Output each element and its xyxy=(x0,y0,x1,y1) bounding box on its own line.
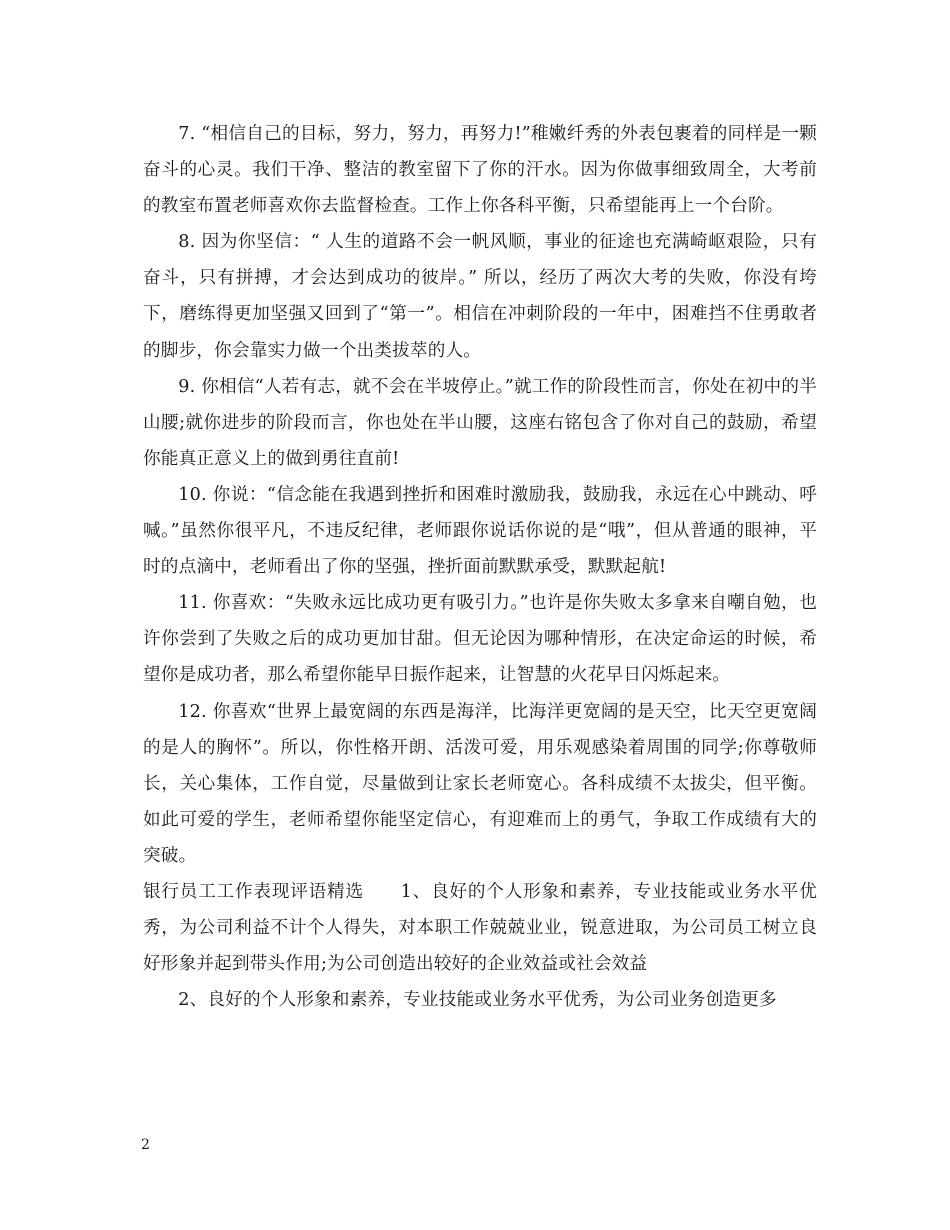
body-text xyxy=(143,116,817,1018)
paragraph-bank-review-2: 2、良好的个人形象和素养，专业技能或业务水平优秀，为公司业务创造更多 xyxy=(178,990,777,1011)
paragraph-9: 9. 你相信“人若有志，就不会在半坡停止。”就工作的阶段性而言，你处在初中的半山腰;就你进步的阶段而言，你也处在半山腰，这座右铭包含了你对自己的鼓励，希望你能真正意义上的做到勇往直前! xyxy=(143,376,817,469)
page-number: 2 xyxy=(141,1137,150,1153)
paragraph-11: 11. 你喜欢：“失败永远比成功更有吸引力。”也许是你失败太多拿来自嘲自勉，也许你尝到了失败之后的成功更加甘甜。但无论因为哪种情形，在决定命运的时候，希望你是成功者，那么希望你能早日振作起来，让智慧的火花早日闪烁起来。 xyxy=(143,593,817,686)
paragraph-10: 10. 你说：“信念能在我遇到挫折和困难时激励我，鼓励我，永远在心中跳动、呼喊。”虽然你很平凡，不违反纪律，老师跟你说话你说的是“哦”，但从普通的眼神，平时的点滴中，老师看出了你的坚强，挫折面前默默承受，默默起航! xyxy=(143,484,817,578)
paragraph-12: 12. 你喜欢“世界上最宽阔的东西是海洋，比海洋更宽阔的是天空，比天空更宽阔的是人的胸怀”。所以，你性格开朗、活泼可爱，用乐观感染着周围的同学;你尊敬师长，关心集体，工作自觉，尽量做到让家长老师宽心。各科成绩不太拔尖，但平衡。如此可爱的学生，老师希望你能坚定信心，有迎难而上的勇气，争取工作成绩有大的突破。 xyxy=(143,701,817,866)
paragraph-7: 7. “相信自己的目标，努力，努力，再努力!”稚嫩纤秀的外表包裹着的同样是一颗奋斗的心灵。我们干净、整洁的教室留下了你的汗水。因为你做事细致周全，大考前的教室布置老师喜欢你去监督检查。工作上你各科平衡，只希望能再上一个台阶。 xyxy=(143,124,817,217)
paragraph-8: 8. 因为你坚信：“ 人生的道路不会一帆风顺，事业的征途也充满崎岖艰险，只有奋斗，只有拼搏，才会达到成功的彼岸。” 所以，经历了两次大考的失败，你没有垮下，磨练得更加坚强又回到了“第一”。相信在冲刺阶段的一年中，困难挡不住勇敢者的脚步，你会靠实力做一个出类拔萃的人。 xyxy=(143,232,817,361)
section-paragraph-bank-review: 银行员工工作表现评语精选 1、良好的个人形象和素养，专业技能或业务水平优秀，为公司利益不计个人得失，对本职工作兢兢业业，锐意进取，为公司员工树立良好形象并起到带头作用;为公司创造出较好的企业效益或社会效益 xyxy=(143,881,817,975)
